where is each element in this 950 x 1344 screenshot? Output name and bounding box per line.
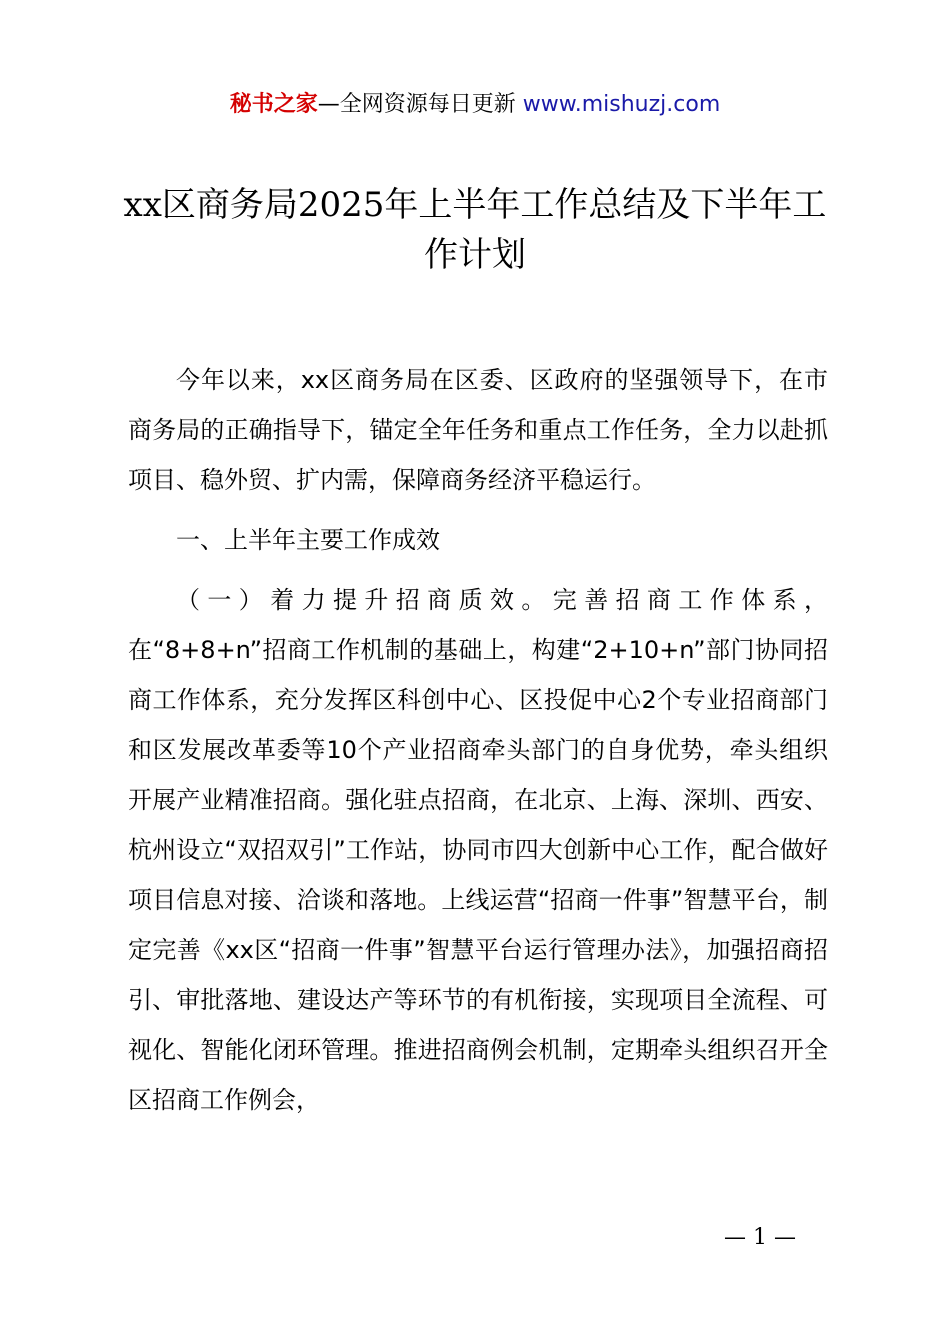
document-title: xx区商务局2025年上半年工作总结及下半年工作计划 [123,185,827,275]
document-body [128,355,828,1125]
page-number: — 1 — [724,1225,796,1250]
site-tagline: —全网资源每日更新 [317,92,523,117]
body-paragraph: （一）着力提升招商质效。完善招商工作体系，在“8+8+n”招商工作机制的基础上，构建“2+10+n”部门协同招商工作体系，充分发挥区科创中心、区投促中心2个专业招商部门和区发展改革委等10个产业招商牵头部门的自身优势，牵头组织开展产业精准招商。强化驻点招商，在北京、上海、深圳、西安、杭州设立“双招双引”工作站，协同市四大创新中心工作，配合做好项目信息对接、洽谈和落地。上线运营“招商一件事”智慧平台，制定完善《xx区“招商一件事”智慧平台运行管理办法》，加强招商招引、审批落地、建设达产等环节的有机衔接，实现项目全流程、可视化、智能化闭环管理。推进招商例会机制，定期牵头组织召开全区招商工作例会， [128,586,828,1114]
site-brand: 秘书之家 [229,92,318,117]
site-url-link[interactable]: www.mishuzj.com [522,92,721,117]
section-heading: 一、上半年主要工作成效 [176,526,440,554]
intro-paragraph: 今年以来，xx区商务局在区委、区政府的坚强领导下，在市商务局的正确指导下，锚定全年任务和重点工作任务，全力以赴抓项目、稳外贸、扩内需，保障商务经济平稳运行。 [128,366,828,494]
site-header [0,88,950,122]
